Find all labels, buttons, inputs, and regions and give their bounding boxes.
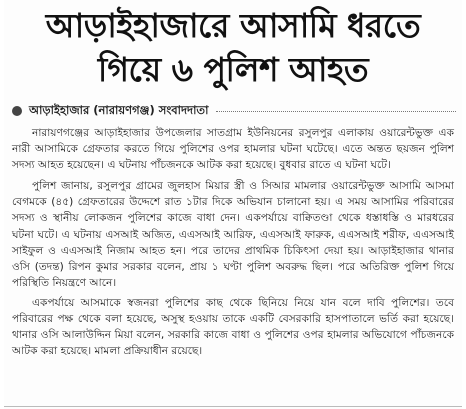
dotted-rule <box>216 111 456 112</box>
dateline-text: আড়াইহাজার (নারায়ণগঞ্জ) সংবাদদাতা <box>29 102 209 117</box>
paragraph-2: পুলিশ জানায়, রসুলপুর গ্রামের জুলহাস মিয়ার স্ত্রী ও সিআর মামলার ওয়ারেন্টভুক্ত আসামি আসমা বেগমকে (৪৫) গ্রেফতারের উদ্দেশে রাত ১টার দিকে অভিযান চালানো হয়। এ সময় আসামির পরিবারের সদস্য ও স্থানীয় লোকজন পুলিশের কাজে বাধা দেন। একপর্যায়ে বাক্বিতণ্ডা থেকে ধস্তাধস্তি ও মারধরের ঘটনা ঘটে। এ ঘটনায় এসআই অজিত, এএসআই আরিফ, এএসআই ফারুক, এএসআই শরীফ, এএসআই সাইফুল ও এএসআই নিজাম আহত হন। পরে তাদের প্রাথমিক চিকিৎসা দেয়া হয়। আড়াইহাজার থানার ওসি (তদন্ত) রিপন কুমার সরকার বলেন, প্রায় ১ ঘণ্টা পুলিশ অবরুদ্ধ ছিল। পরে অতিরিক্ত পুলিশ গিয়ে পরিস্থিতি নিয়ন্ত্রণে আনে। <box>12 180 454 289</box>
bottom-divider <box>4 406 462 407</box>
newspaper-clipping <box>4 0 462 409</box>
bullet-icon <box>12 106 22 116</box>
paragraph-1: নারায়ণগঞ্জের আড়াইহাজার উপজেলার সাতগ্রাম ইউনিয়নের রসুলপুর এলাকায় ওয়ারেন্টভুক্ত এক নারী আসামিকে গ্রেফতার করতে গিয়ে পুলিশের ওপর হামলার ঘটনা ঘটেছে। এতে অন্তত ছয়জন পুলিশ সদস্য আহত হয়েছেন। এ ঘটনায় পাঁচজনকে আটক করা হয়েছে। বুধবার রাতে এ ঘটনা ঘটে। <box>12 127 454 172</box>
dateline <box>12 103 462 119</box>
paragraph-3: একপর্যায়ে আসমাকে স্বজনরা পুলিশের কাছ থেকে ছিনিয়ে নিয়ে যান বলে দাবি পুলিশের। তবে পরিবারের পক্ষ থেকে বলা হয়েছে, অসুস্থ হওয়ায় তাকে একটি বেসরকারি হাসপাতালে ভর্তি করা হয়েছে। থানার ওসি আলাউদ্দিন মিয়া বলেন, সরকারি কাজে বাধা ও পুলিশের ওপর হামলার অভিযোগে পাঁচজনকে আটক করা হয়েছে। মামলা প্রক্রিয়াধীন রয়েছে। <box>12 296 454 358</box>
headline-line-2: গিয়ে ৬ পুলিশ আহত <box>97 50 369 89</box>
headline <box>4 0 462 92</box>
article-body <box>12 125 454 359</box>
headline-line-1: আড়াইহাজারে আসামি ধরতে <box>45 6 421 45</box>
